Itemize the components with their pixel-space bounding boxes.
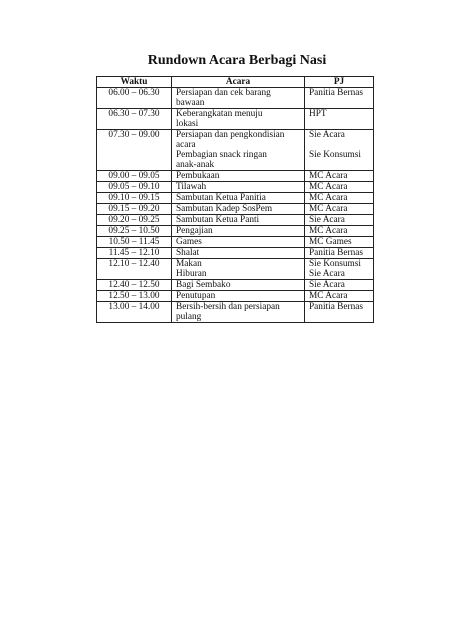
acara-line: Persiapan dan pengkondisian: [176, 130, 285, 140]
pj-line: Panitia Bernas: [309, 248, 363, 258]
acara-cell: [172, 215, 305, 226]
acara-line: Penutupan: [176, 291, 216, 301]
table-row: [97, 259, 374, 280]
time-cell: 09.10 – 09.15: [97, 193, 172, 204]
time-cell: 06.00 – 06.30: [97, 88, 172, 109]
time-cell: 13.00 – 14.00: [97, 302, 172, 323]
acara-line: Shalat: [176, 248, 200, 258]
pj-line: Sie Konsumsi: [309, 150, 361, 160]
pj-line: [309, 140, 373, 150]
pj-cell: [305, 248, 374, 259]
acara-line: Hiburan: [176, 269, 207, 279]
acara-line: acara: [176, 140, 196, 150]
pj-line: MC Games: [309, 237, 352, 247]
acara-line: pulang: [176, 312, 202, 322]
header-acara: Acara: [172, 77, 305, 88]
pj-line: Sie Acara: [309, 280, 345, 290]
acara-cell: [172, 259, 305, 280]
rundown-table: [96, 76, 374, 323]
pj-line: MC Acara: [309, 291, 348, 301]
pj-line: MC Acara: [309, 193, 348, 203]
acara-line: Games: [176, 237, 202, 247]
pj-line: Sie Konsumsi: [309, 259, 361, 269]
pj-cell: [305, 302, 374, 323]
acara-cell: [172, 226, 305, 237]
pj-cell: [305, 215, 374, 226]
time-cell: 07.30 – 09.00: [97, 130, 172, 171]
pj-line: Sie Acara: [309, 215, 345, 225]
table-row: [97, 280, 374, 291]
acara-cell: [172, 88, 305, 109]
acara-cell: [172, 182, 305, 193]
acara-line: Sambutan Ketua Panitia: [176, 193, 266, 203]
pj-line: MC Acara: [309, 171, 348, 181]
pj-cell: [305, 226, 374, 237]
table-row: [97, 193, 374, 204]
pj-cell: [305, 171, 374, 182]
table-row: [97, 204, 374, 215]
table-row: [97, 248, 374, 259]
pj-cell: [305, 291, 374, 302]
pj-cell: [305, 280, 374, 291]
time-cell: 12.40 – 12.50: [97, 280, 172, 291]
pj-cell: [305, 237, 374, 248]
acara-line: Tilawah: [176, 182, 207, 192]
acara-cell: [172, 171, 305, 182]
time-cell: 10.50 – 11.45: [97, 237, 172, 248]
pj-cell: [305, 193, 374, 204]
time-cell: 12.50 – 13.00: [97, 291, 172, 302]
pj-cell: [305, 182, 374, 193]
acara-line: Persiapan dan cek barang: [176, 88, 271, 98]
table-header-row: [97, 77, 374, 88]
acara-line: Sambutan Ketua Panti: [176, 215, 260, 225]
acara-line: Sambutan Kadep SosPem: [176, 204, 273, 214]
acara-cell: [172, 280, 305, 291]
acara-line: Pengajian: [176, 226, 213, 236]
acara-line: lokasi: [176, 119, 199, 129]
table-row: [97, 291, 374, 302]
time-cell: 06.30 – 07.30: [97, 109, 172, 130]
table-row: [97, 109, 374, 130]
pj-cell: [305, 130, 374, 171]
acara-line: Bagi Sembako: [176, 280, 231, 290]
pj-cell: [305, 88, 374, 109]
table-row: [97, 88, 374, 109]
pj-line: MC Acara: [309, 226, 348, 236]
time-cell: 09.05 – 09.10: [97, 182, 172, 193]
pj-line: MC Acara: [309, 204, 348, 214]
acara-cell: [172, 302, 305, 323]
table-row: [97, 302, 374, 323]
acara-line: Keberangkatan menuju: [176, 109, 263, 119]
time-cell: 09.20 – 09.25: [97, 215, 172, 226]
table-row: [97, 130, 374, 171]
pj-cell: [305, 204, 374, 215]
pj-line: Panitia Bernas: [309, 302, 363, 312]
acara-line: anak-anak: [176, 160, 215, 170]
acara-line: Pembukaan: [176, 171, 220, 181]
table-row: [97, 182, 374, 193]
pj-line: Sie Acara: [309, 130, 345, 140]
header-waktu: Waktu: [97, 77, 172, 88]
time-cell: 11.45 – 12.10: [97, 248, 172, 259]
acara-cell: [172, 130, 305, 171]
acara-cell: [172, 204, 305, 215]
time-cell: 09.00 – 09.05: [97, 171, 172, 182]
pj-cell: [305, 109, 374, 130]
table-row: [97, 226, 374, 237]
table-row: [97, 215, 374, 226]
pj-line: Sie Acara: [309, 269, 345, 279]
header-pj: PJ: [305, 77, 374, 88]
acara-cell: [172, 109, 305, 130]
acara-cell: [172, 237, 305, 248]
document-title: Rundown Acara Berbagi Nasi: [147, 53, 327, 68]
table-row: [97, 237, 374, 248]
acara-line: Bersih-bersih dan persiapan: [176, 302, 280, 312]
time-cell: 09.25 – 10.50: [97, 226, 172, 237]
pj-line: HPT: [309, 109, 327, 119]
acara-cell: [172, 193, 305, 204]
time-cell: 12.10 – 12.40: [97, 259, 172, 280]
pj-line: Panitia Bernas: [309, 88, 363, 98]
acara-line: Pembagian snack ringan: [176, 150, 267, 160]
acara-line: bawaan: [176, 98, 205, 108]
pj-cell: [305, 259, 374, 280]
acara-cell: [172, 291, 305, 302]
pj-line: MC Acara: [309, 182, 348, 192]
acara-cell: [172, 248, 305, 259]
time-cell: 09.15 – 09.20: [97, 204, 172, 215]
table-row: [97, 171, 374, 182]
acara-line: Makan: [176, 259, 202, 269]
